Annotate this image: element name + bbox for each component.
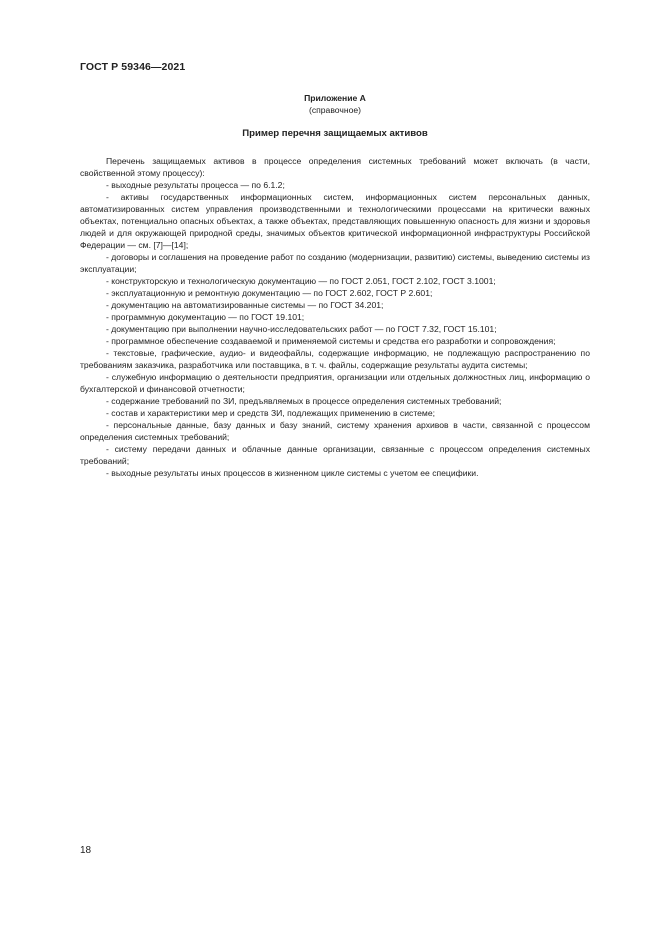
list-item: - конструкторскую и технологическую документацию — по ГОСТ 2.051, ГОСТ 2.102, ГОСТ 3.1001; [106,276,496,286]
appendix-title: Приложение А [304,93,366,103]
paragraph-intro: Перечень защищаемых активов в процессе определения системных требований может включать (в части, свойственной этому процессу): [80,156,590,178]
document-header: ГОСТ Р 59346—2021 [80,61,186,73]
list-item: - систему передачи данных и облачные данные организации, связанные с процессом определения системных требований; [80,444,590,466]
list-item: - выходные результаты иных процессов в жизненном цикле системы с учетом ее специфики. [106,468,479,478]
list-item: - документацию при выполнении научно-исследовательских работ — по ГОСТ 7.32, ГОСТ 15.101; [106,324,497,334]
section-title: Пример перечня защищаемых активов [242,128,428,139]
list-item: - программную документацию — по ГОСТ 19.101; [106,312,305,322]
list-item: - персональные данные, базу данных и базу знаний, систему хранения архивов в части, связанной с процессом определения системных требований; [80,420,590,442]
list-item: - выходные результаты процесса — по 6.1.2; [106,180,285,190]
page-number: 18 [80,845,92,856]
body-text [80,155,590,479]
list-item: - служебную информацию о деятельности предприятия, организации или отдельных должностных лиц, информацию о бухгалтерской и финансовой отчетности; [80,372,590,394]
list-item: - документацию на автоматизированные системы — по ГОСТ 34.201; [106,300,384,310]
list-item: - текстовые, графические, аудио- и видеофайлы, содержащие информацию, не подлежащую распространению по требованиям заказчика, разработчика или поставщика, в т. ч. файлы, содержащие результаты аудита системы; [80,348,590,370]
list-item: - программное обеспечение создаваемой и применяемой системы и средства его разработки и сопровождения; [106,336,556,346]
list-item: - эксплуатационную и ремонтную документацию — по ГОСТ 2.602, ГОСТ Р 2.601; [106,288,433,298]
list-item: - содержание требований по ЗИ, предъявляемых в процессе определения системных требований; [106,396,502,406]
appendix-subtitle: (справочное) [308,105,362,115]
list-item: - состав и характеристики мер и средств ЗИ, подлежащих применению в системе; [106,408,436,418]
list-item: - договоры и соглашения на проведение работ по созданию (модернизации, развитию) системы, выведению системы из эксплуатации; [80,252,590,274]
list-item: - активы государственных информационных систем, информационных систем персональных данных, автоматизированных систем управления производственными и технологическими процессами на критически важных объектах, потенциально опасных объектах, а также объектах, представляющих повышенную опасность для жизни и здоровья людей и для окружающей природной среды, значимых объектов критической информационной инфраструктуры Российской Федерации — см. [7]—[14]; [80,192,590,250]
